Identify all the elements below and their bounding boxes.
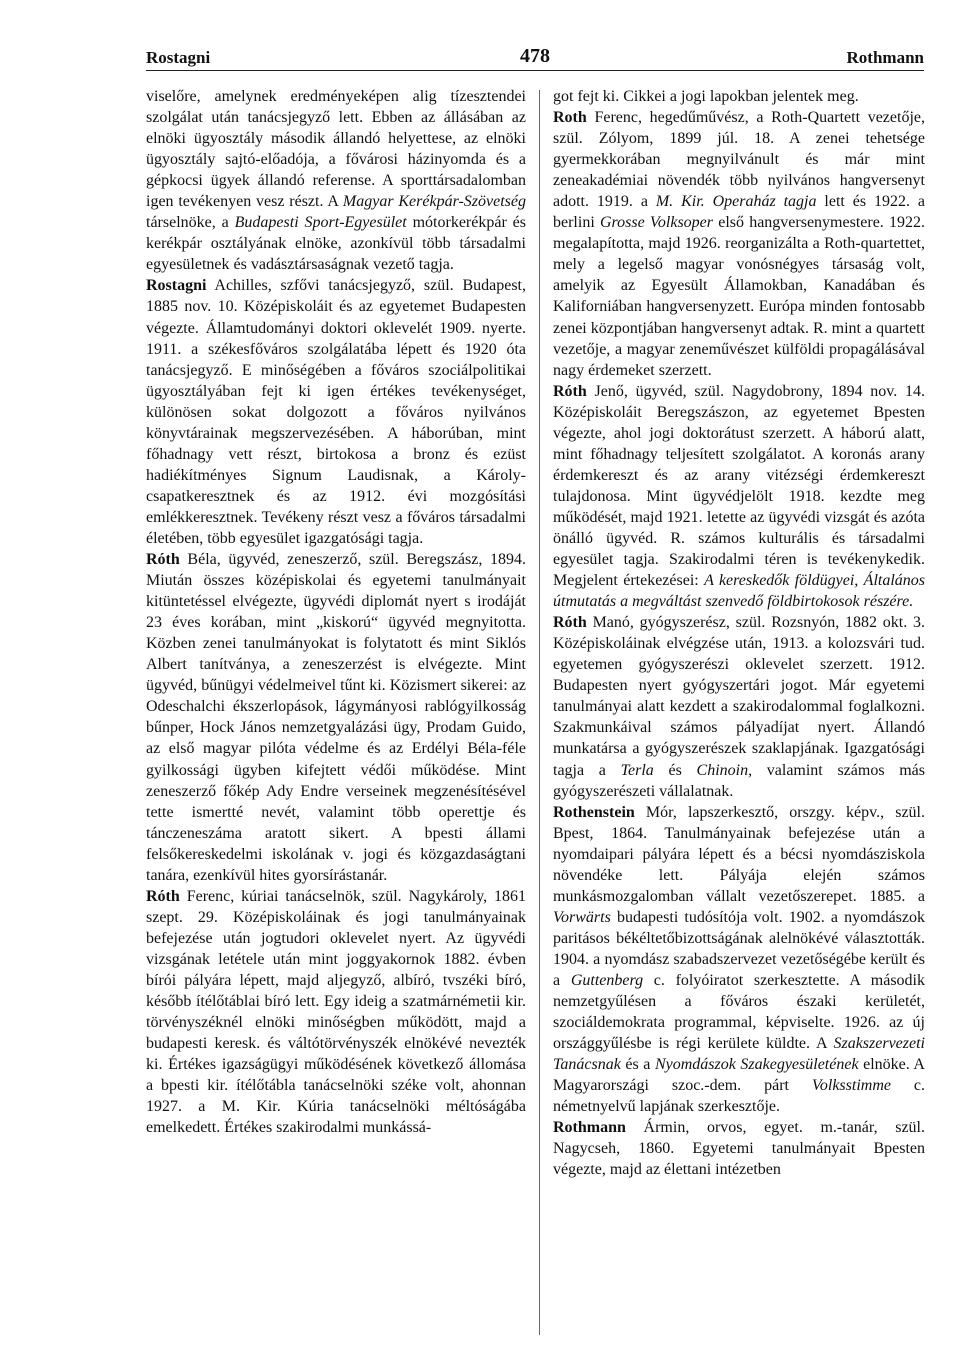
entry-roth-ferenc-hegedu xyxy=(553,107,925,381)
entry-text: Achilles, szfővi tanácsjegyző, szül. Budapest, 1885 nov. 10. Középiskoláit és az egyetemet Budapesten végezte. Államtudományi doktori oklevelét 1909. nyerte. 1911. a székesfőváros szolgálatába lépett és 1920 óta tanácsjegyző. E minőségében a főváros szociálpolitikai ügyosztályában fejt ki igen értékes tevékenységet, különösen sokat dolgozott a főváros nyilvános könyvtárainak megszervezésében. A háborúban, mint főhadnagy vett részt, birtokosa a bronz és ezüst hadiékítményes Signum Laudisnak, a Károly-csapatkeresztnek és az 1912. évi mozgósítási emlékkeresztnek. Tevékeny részt vesz a főváros társadalmi életében, több egyesület igazgatósági tagja. xyxy=(146,277,526,547)
entry-roth-jeno xyxy=(553,381,925,613)
text-run: c. németnyelvű lapjának szerkesztője. xyxy=(553,1077,925,1116)
text-run: és xyxy=(653,761,697,779)
text-run: lett és 1922. a berlini xyxy=(553,193,926,232)
entry-headword: Roth xyxy=(553,109,587,127)
entry-continuation xyxy=(146,86,526,275)
text-run: mótorkerékpár és kerékpár osztályának elnöke, azonkívül több társadalmi egyesületnek és vadásztársaságnak vezető tagja. xyxy=(146,214,527,274)
entry-headword: Róth xyxy=(553,382,587,400)
text-run: Jenő, ügyvéd, szül. Nagydobrony, 1894 nov. 14. Középiskoláit Beregszászon, az egyetemet Bpesten végezte, ahol jogi doktorátust szerzett. A háború alatt, mint főhadnagy teljesített szolgálatot. A koronás arany érdemkereszt és az arany vitézségi érdemkereszt tulajdonosa. Mint ügyvédjelölt 1918. kezdte meg működését, majd 1921. letette az ügyvédi vizsgát és azóta önálló ügyvéd. R. számos kulturális és társadalmi egyesület tagja. Szakirodalmi téren is tevékenykedik. Megjelent értekezései: xyxy=(553,382,925,590)
text-run: és a xyxy=(620,1056,655,1074)
text-run: c. folyóiratot szerkesztette. A második nemzetgyűlésen a főváros északi kerületét, szociáldemokrata programmal, képviselte. 1926. az új országgyűlésbe is régi kerülete küldte. A xyxy=(553,971,925,1053)
italic-phrase: Grosse Volksoper xyxy=(599,214,714,232)
header-rule xyxy=(146,70,924,71)
page-number: 478 xyxy=(520,45,550,67)
text-run: társelnöke, a xyxy=(146,214,235,232)
right-column xyxy=(553,86,925,1180)
italic-phrase: Volksstimme xyxy=(811,1077,891,1095)
entry-headword: Rothmann xyxy=(553,1119,626,1137)
italic-phrase: Chinoin xyxy=(696,761,749,779)
entry-continuation-right: got fejt ki. Cikkei a jogi lapokban jelentek meg. xyxy=(553,88,859,105)
italic-phrase: A kereskedők földügyei, Általános útmutatás a megváltást szenvedő földbirtokosok részére. xyxy=(553,572,925,611)
italic-phrase: Guttenberg xyxy=(570,971,644,989)
continuation-text: viselőre, amelynek eredményeképen alig tízesztendei szolgálat után tanácsjegyző lett. Ebben az állásában az elnöki ügyosztály második állandó helyettese, az elnöki ügyosztály sajtó-előadója, a fővárosi házinyomda és a gépkocsi ügyek állandó referense. A sporttársadalomban igen tevékenyen vesz részt. A xyxy=(146,88,526,211)
entry-headword: Rothenstein xyxy=(553,803,635,821)
text-run: Mór, lapszerkesztő, orszgy. képv., szül. Bpest, 1864. Tanulmányainak befejezése után a nyomdaipari pályára lépett és a bécsi nyomdásziskola növendéke lett. Pályája elején számos munkásmozgalomban vállalt vezetőszerepet. 1885. a xyxy=(553,803,925,905)
entry-rostagni-achilles xyxy=(146,275,526,549)
entry-headword: Róth xyxy=(146,887,180,905)
italic-phrase: Budapesti Sport-Egyesület xyxy=(234,214,407,232)
italic-phrase: M. Kir. Operaház tagja xyxy=(655,193,817,211)
entry-headword: Rostagni xyxy=(146,277,207,295)
column-divider xyxy=(539,90,540,1335)
entry-headword: Róth xyxy=(553,614,587,632)
text-run: elnöke. A Magyarországi szoc.-dem. párt xyxy=(553,1056,925,1095)
entry-rothmann-armin xyxy=(553,1117,925,1180)
italic-phrase: Szakszervezeti Tanácsnak xyxy=(553,1035,925,1074)
entry-roth-mano xyxy=(553,612,925,801)
text-run: Ármin, orvos, egyet. m.-tanár, szül. Nagycseh, 1860. Egyetemi tanulmányait Bpesten végezte, majd az élettani intézetben xyxy=(553,1119,925,1179)
left-column xyxy=(146,86,526,1138)
entry-roth-bela xyxy=(146,549,526,886)
entry-roth-ferenc-kuriai xyxy=(146,886,526,1139)
text-run: első hangversenymestere. 1922. megalapította, majd 1926. reorganizálta a Roth-quartettet, mely a legelső magyar vonósnégyes társaság volt, amelyik az Egyesült Államokban, Kanadában és Kaliforniában hangversenyzett. Európa minden fontosabb zenei központjában hangversenyt adtak. R. mint a quartett vezetője, a magyar zeneművészet külföldi propagálásával nagy érdemeket szerzett. xyxy=(553,214,925,379)
entry-text: Béla, ügyvéd, zeneszerző, szül. Beregszász, 1894. Miután összes középiskolai és egyetemi tanulmányait kitüntetéssel elvégezte, ügyvédi diplomát nyert s irodáját 23 éves korában, mint „kiskorú“ ügyvéd megnyitotta. Közben zenei tanulmányokat is folytatott és mint Siklós Albert tanítványa, a zeneszerzést is elvégezte. Mint ügyvéd, bűnügyi védelmeivel tűnt ki. Közismert sikerei: az Odeschalchi ékszerlopások, lágymányosi rablógyilkosság bűnper, Hock János nemzetgyalázási ügy, Prodam Guido, az első magyar pilóta védelme és az Erdélyi Béla-féle gyilkossági ügyben kifejtett védői működése. Mint zeneszerző főkép Ady Endre verseinek megzenésítésével tette ismertté nevét, valamint több operettje és tánczeneszáma aratott sikert. A bpesti állami felsőkereskedelmi iskolának v. jogi és közgazdaságtani tanára, ezenkívül hites gyorsírástanár. xyxy=(146,551,526,884)
text-run: budapesti tudósítója volt. 1902. a nyomdászok paritásos békéltetőbizottságának alelnökévé választották. 1904. a nyomdász szabadszervezet vezetőségébe került és a xyxy=(553,908,925,989)
text-run: Ferenc, hegedűművész, a Roth-Quartett vezetője, szül. Zólyom, 1899 júl. 18. A zenei tehetsége gyermekkorában megnyilvánult és már mint zeneakadémiai növendék több nyilvános hangversenyt adott. 1919. a xyxy=(553,109,925,211)
entry-headword: Róth xyxy=(146,551,180,569)
header-left-keyword: Rostagni xyxy=(146,48,211,67)
header-right-keyword: Rothmann xyxy=(846,48,924,67)
italic-phrase: Nyomdászok Szakegyesületének xyxy=(654,1056,859,1074)
text-run: , valamint számos más gyógyszerészeti vállalatnak. xyxy=(553,761,926,800)
entry-text: Ferenc, kúriai tanácselnök, szül. Nagykároly, 1861 szept. 29. Középiskoláinak és jogi tanulmányainak befejezése után jogtudori oklevelet nyert. Az ügyvédi vizsgának letétele után mint joggyakornok 1882. évben bírói pályára lépett, majd aljegyző, albíró, tvszéki bíró, később ítélőtáblai bíró lett. Egy ideig a szatmárnémetii kir. törvényszéknél elnöki minőségben működött, majd a budapesti keresk. és váltótörvényszék elnökévé nevezték ki. Értékes igazságügyi működésének következő állomása a bpesti kir. ítélőtábla tanácselnöki széke volt, ahonnan 1927. a M. Kir. Kúria tanácselnöki méltóságába emelkedett. Értékes szakirodalmi munkássá- xyxy=(146,887,526,1137)
italic-phrase: Terla xyxy=(620,761,654,779)
italic-phrase: Vorwärts xyxy=(553,908,611,926)
text-run: Manó, gyógyszerész, szül. Rozsnyón, 1882 okt. 3. Középiskoláinak elvégzése után, 1913. a kolozsvári tud. egyetemen gyógyszerészi oklevelet szerzett. 1912. Budapesten nyert gyógyszertári jogot. Már egyetemi tanulmányai alatt kezdett a szakirodalommal foglalkozni. Szakmunkáival számos pályadíjat nyert. Állandó munkatársa a gyógyszerészek szaklapjának. Igazgatósági tagja a xyxy=(553,614,925,779)
entry-rothenstein-mor xyxy=(553,802,925,1118)
italic-phrase: Magyar Kerékpár-Szövetség xyxy=(342,193,526,211)
